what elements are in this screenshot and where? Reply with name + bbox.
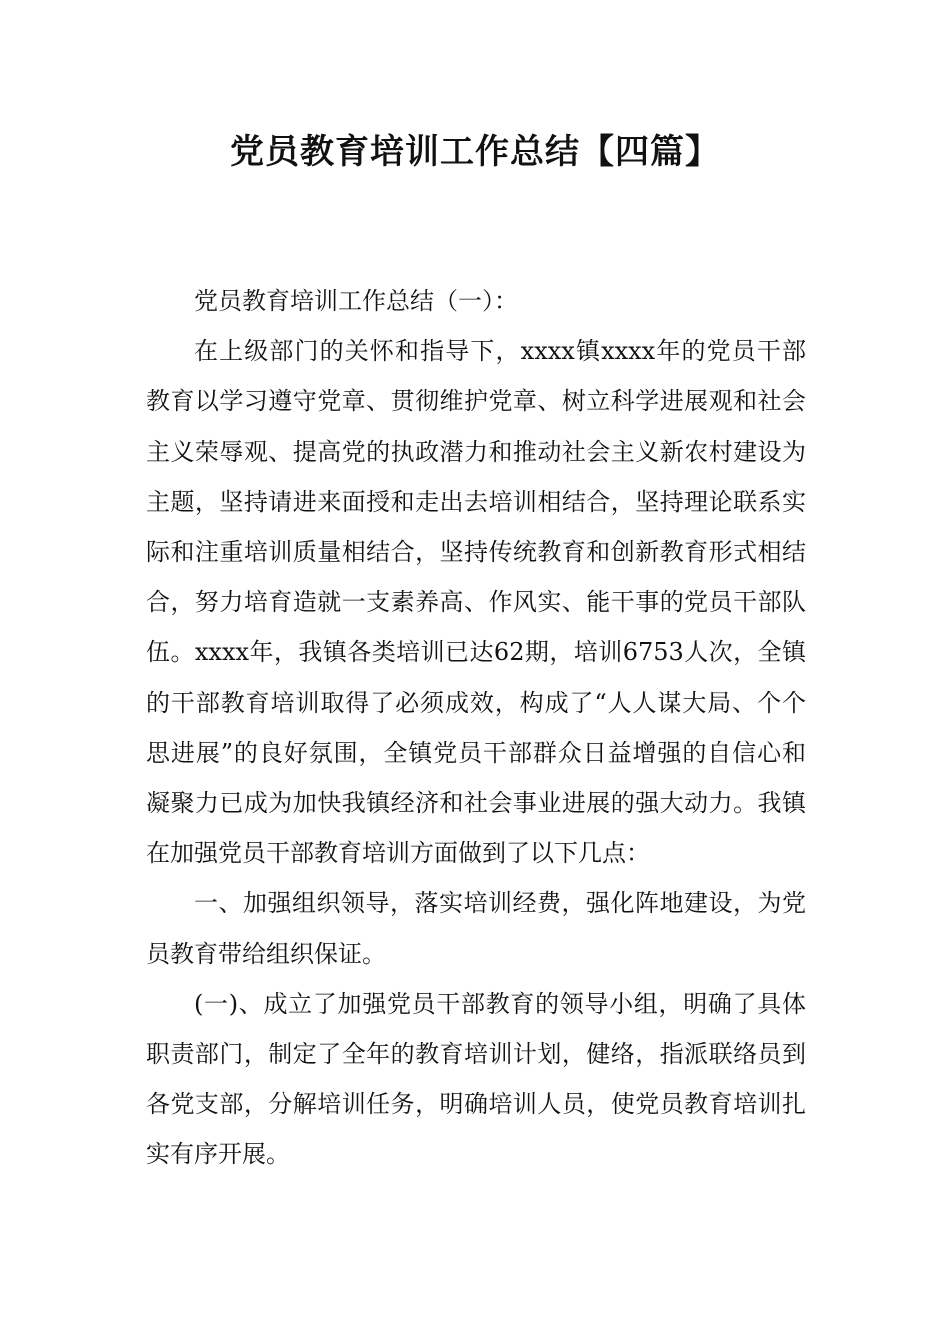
- document-title: 党员教育培训工作总结【四篇】: [230, 132, 720, 172]
- section-heading-1: 党员教育培训工作总结（一）：: [194, 287, 518, 315]
- document-body: [146, 276, 806, 1180]
- point-one-heading: 一、加强组织领导，落实培训经费，强化阵地建设，为党员教育带给组织保证。: [146, 889, 806, 968]
- body-paragraph-intro: 在上级部门的关怀和指导下，xxxx镇xxxx年的党员干部教育以学习遵守党章、贯彻维护党章、树立科学进展观和社会主义荣辱观、提高党的执政潜力和推动社会主义新农村建设为主题，坚持请进来面授和走出去培训相结合，坚持理论联系实际和注重培训质量相结合，坚持传统教育和创新教育形式相结合，努力培育造就一支素养高、作风实、能干事的党员干部队伍。xxxx年，我镇各类培训已达62期，培训6753人次，全镇的干部教育培训取得了必须成效，构成了“人人谋大局、个个思进展”的良好氛围，全镇党员干部群众日益增强的自信心和凝聚力已成为加快我镇经济和社会事业进展的强大动力。我镇在加强党员干部教育培训方面做到了以下几点：: [146, 337, 806, 868]
- sub-point-one: (一)、成立了加强党员干部教育的领导小组，明确了具体职责部门，制定了全年的教育培训计划，健络，指派联络员到各党支部，分解培训任务，明确培训人员，使党员教育培训扎实有序开展。: [146, 989, 806, 1169]
